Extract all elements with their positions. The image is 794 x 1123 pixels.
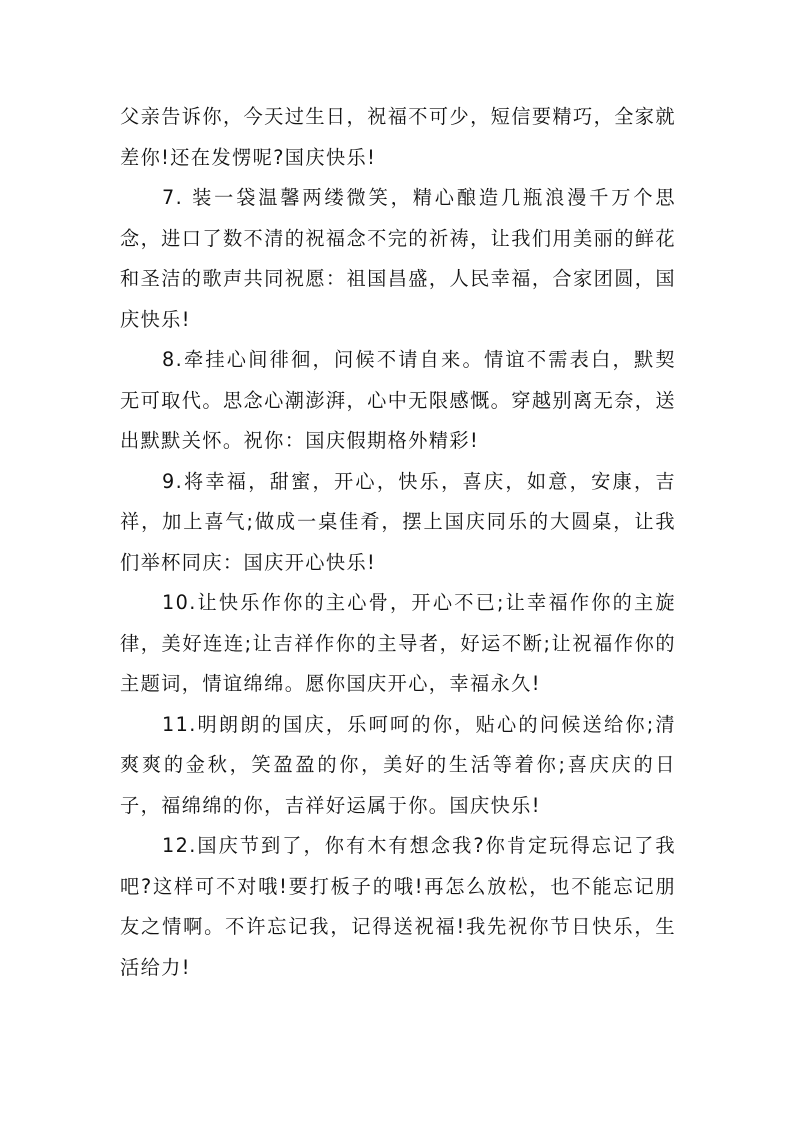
paragraph-continuation: 父亲告诉你，今天过生日，祝福不可少，短信要精巧，全家就差你!还在发愣呢?国庆快乐! <box>120 105 676 169</box>
paragraph-item-12: 12.国庆节到了，你有木有想念我?你肯定玩得忘记了我吧?这样可不对哦!要打板子的哦!再怎么放松，也不能忘记朋友之情啊。不许忘记我，记得送祝福!我先祝你节日快乐，生活给力! <box>120 834 676 979</box>
paragraph-item-11: 11.明朗朗的国庆，乐呵呵的你，贴心的问候送给你;清爽爽的金秋，笑盈盈的你，美好的生活等着你;喜庆庆的日子，福绵绵的你，吉祥好运属于你。国庆快乐! <box>120 712 676 817</box>
paragraph-item-8: 8.牵挂心间徘徊，问候不请自来。情谊不需表白，默契无可取代。思念心潮澎湃，心中无限感慨。穿越别离无奈，送出默默关怀。祝你：国庆假期格外精彩! <box>120 348 676 452</box>
paragraph-item-9: 9.将幸福，甜蜜，开心，快乐，喜庆，如意，安康，吉祥，加上喜气;做成一桌佳肴，摆上国庆同乐的大圆桌，让我们举杯同庆：国庆开心快乐! <box>120 469 676 574</box>
paragraph-item-7: 7. 装一袋温馨两缕微笑，精心酿造几瓶浪漫千万个思念，进口了数不清的祝福念不完的祈祷，让我们用美丽的鲜花和圣洁的歌声共同祝愿：祖国昌盛，人民幸福，合家团圆，国庆快乐! <box>120 186 676 331</box>
document-body <box>120 97 676 988</box>
paragraph-item-10: 10.让快乐作你的主心骨，开心不已;让幸福作你的主旋律，美好连连;让吉祥作你的主导者，好运不断;让祝福作你的主题词，情谊绵绵。愿你国庆开心，幸福永久! <box>120 591 676 695</box>
